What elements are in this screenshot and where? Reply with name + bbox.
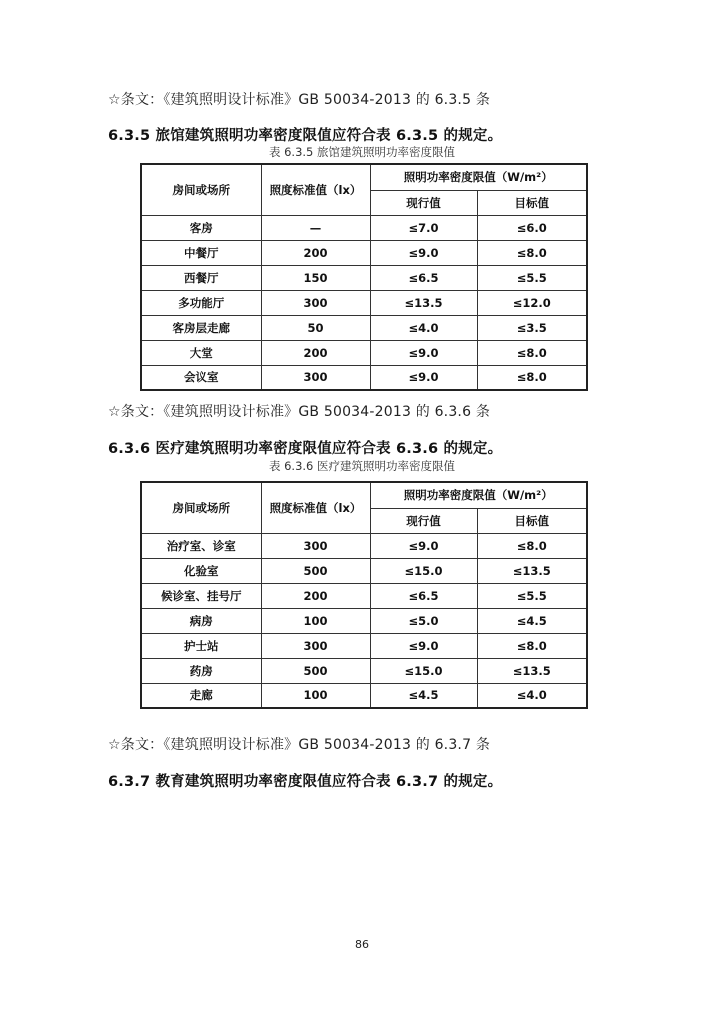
header-lpd: 照明功率密度限值（W/m²）: [370, 482, 587, 508]
cell-lux: 500: [261, 558, 370, 583]
cell-lux: —: [261, 215, 370, 240]
table-row: [141, 658, 587, 683]
cell-target: ≤5.5: [477, 583, 587, 608]
cell-room: 走廊: [141, 683, 261, 708]
cell-target: ≤5.5: [477, 265, 587, 290]
cell-room: 客房: [141, 215, 261, 240]
header-lux: 照度标准值（lx）: [261, 164, 370, 215]
table-row: [141, 583, 587, 608]
page-number: 86: [355, 938, 369, 951]
table-row: [141, 240, 587, 265]
cell-room: 护士站: [141, 633, 261, 658]
cell-room: 会议室: [141, 365, 261, 390]
cell-target: ≤8.0: [477, 340, 587, 365]
cell-room: 候诊室、挂号厅: [141, 583, 261, 608]
cell-current: ≤4.5: [370, 683, 477, 708]
cell-target: ≤8.0: [477, 240, 587, 265]
cell-lux: 300: [261, 633, 370, 658]
cell-lux: 100: [261, 683, 370, 708]
cell-target: ≤8.0: [477, 533, 587, 558]
cell-target: ≤6.0: [477, 215, 587, 240]
cell-room: 大堂: [141, 340, 261, 365]
cell-room: 西餐厅: [141, 265, 261, 290]
cell-target: ≤13.5: [477, 558, 587, 583]
header-room: 房间或场所: [141, 164, 261, 215]
table-row: [141, 633, 587, 658]
section-heading-6-3-5: 6.3.5 旅馆建筑照明功率密度限值应符合表 6.3.5 的规定。: [108, 128, 503, 144]
cell-target: ≤3.5: [477, 315, 587, 340]
cell-room: 病房: [141, 608, 261, 633]
cell-current: ≤9.0: [370, 340, 477, 365]
header-current: 现行值: [370, 190, 477, 215]
cell-current: ≤4.0: [370, 315, 477, 340]
lpd-table-medical: [140, 481, 588, 709]
table-row: [141, 215, 587, 240]
cell-lux: 200: [261, 240, 370, 265]
section-heading-6-3-7: 6.3.7 教育建筑照明功率密度限值应符合表 6.3.7 的规定。: [108, 774, 503, 790]
table-row: [141, 608, 587, 633]
cell-current: ≤9.0: [370, 533, 477, 558]
cell-target: ≤4.5: [477, 608, 587, 633]
cell-target: ≤12.0: [477, 290, 587, 315]
header-lpd: 照明功率密度限值（W/m²）: [370, 164, 587, 190]
cell-room: 药房: [141, 658, 261, 683]
cell-current: ≤6.5: [370, 265, 477, 290]
cell-room: 化验室: [141, 558, 261, 583]
header-target: 目标值: [477, 508, 587, 533]
header-target: 目标值: [477, 190, 587, 215]
clause-reference-6-3-5: ☆条文：《建筑照明设计标准》GB 50034-2013 的 6.3.5 条: [108, 92, 491, 108]
cell-current: ≤6.5: [370, 583, 477, 608]
cell-room: 客房层走廊: [141, 315, 261, 340]
cell-room: 中餐厅: [141, 240, 261, 265]
table-row: [141, 290, 587, 315]
cell-current: ≤9.0: [370, 633, 477, 658]
cell-current: ≤9.0: [370, 365, 477, 390]
lpd-table-hotel: [140, 163, 588, 391]
cell-room: 多功能厅: [141, 290, 261, 315]
table-row: [141, 315, 587, 340]
cell-target: ≤4.0: [477, 683, 587, 708]
table-row: [141, 533, 587, 558]
cell-lux: 500: [261, 658, 370, 683]
cell-room: 治疗室、诊室: [141, 533, 261, 558]
cell-target: ≤8.0: [477, 633, 587, 658]
table-caption-6-3-6: 表 6.3.6 医疗建筑照明功率密度限值: [268, 459, 456, 473]
table-row: [141, 340, 587, 365]
cell-current: ≤7.0: [370, 215, 477, 240]
cell-current: ≤15.0: [370, 558, 477, 583]
cell-lux: 100: [261, 608, 370, 633]
section-heading-6-3-6: 6.3.6 医疗建筑照明功率密度限值应符合表 6.3.6 的规定。: [108, 441, 503, 457]
clause-reference-6-3-7: ☆条文：《建筑照明设计标准》GB 50034-2013 的 6.3.7 条: [108, 737, 491, 753]
cell-lux: 300: [261, 290, 370, 315]
header-current: 现行值: [370, 508, 477, 533]
header-lux: 照度标准值（lx）: [261, 482, 370, 533]
clause-reference-6-3-6: ☆条文：《建筑照明设计标准》GB 50034-2013 的 6.3.6 条: [108, 404, 491, 420]
cell-lux: 200: [261, 340, 370, 365]
cell-lux: 300: [261, 533, 370, 558]
table-row: [141, 265, 587, 290]
cell-lux: 50: [261, 315, 370, 340]
table-row: [141, 365, 587, 390]
cell-current: ≤9.0: [370, 240, 477, 265]
header-room: 房间或场所: [141, 482, 261, 533]
table-body: [141, 533, 587, 708]
table-row: [141, 683, 587, 708]
cell-current: ≤15.0: [370, 658, 477, 683]
cell-current: ≤5.0: [370, 608, 477, 633]
table-row: [141, 558, 587, 583]
cell-current: ≤13.5: [370, 290, 477, 315]
cell-lux: 300: [261, 365, 370, 390]
table-body: [141, 215, 587, 390]
cell-lux: 150: [261, 265, 370, 290]
cell-target: ≤8.0: [477, 365, 587, 390]
cell-lux: 200: [261, 583, 370, 608]
cell-target: ≤13.5: [477, 658, 587, 683]
table-caption-6-3-5: 表 6.3.5 旅馆建筑照明功率密度限值: [268, 145, 456, 159]
